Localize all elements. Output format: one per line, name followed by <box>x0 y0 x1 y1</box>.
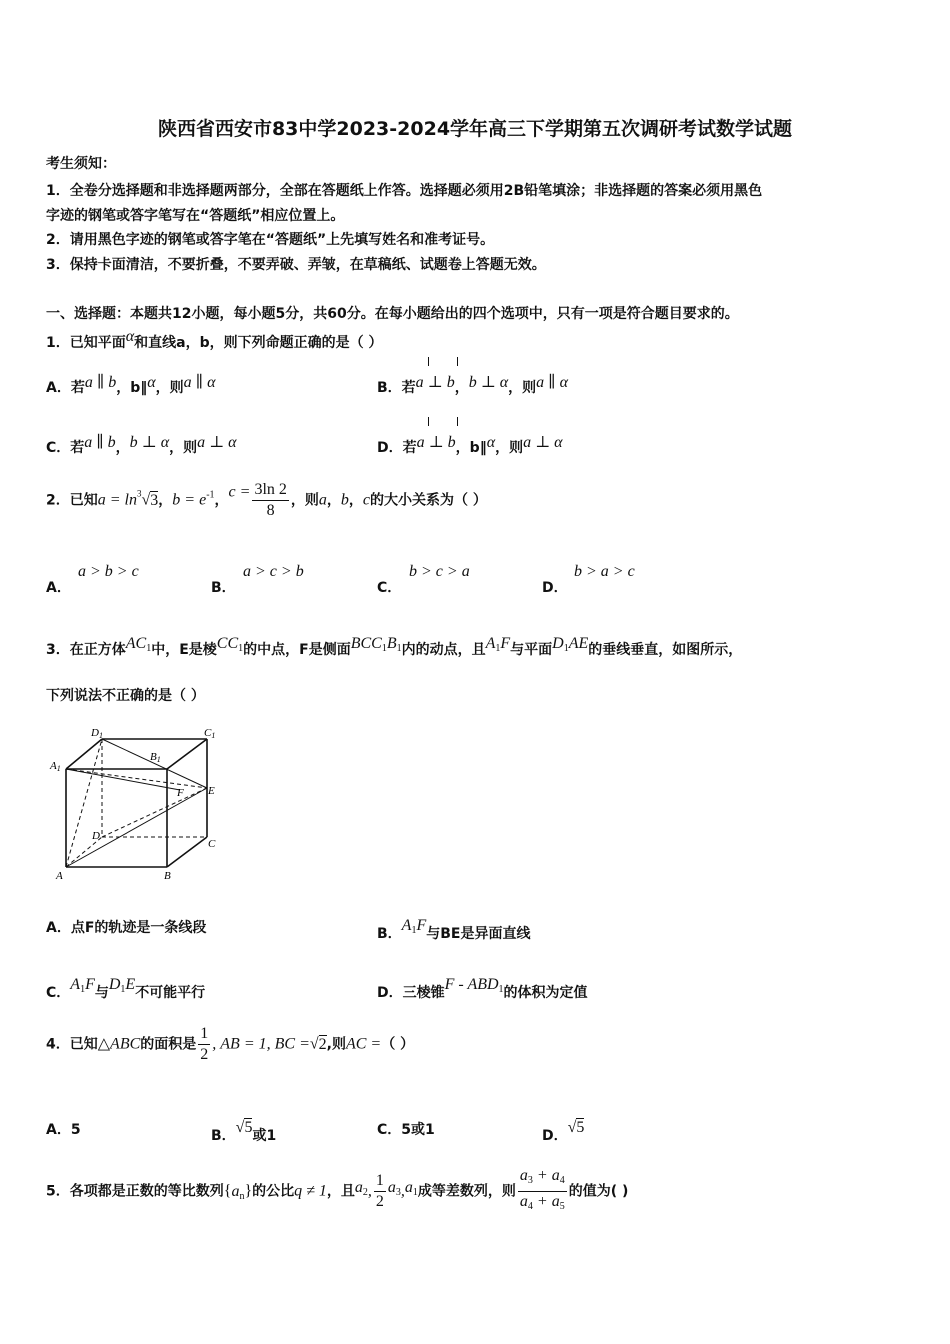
label-d1: D1 <box>91 727 103 740</box>
q1-option-a: A．若a ∥ b，b‖α，则a ∥ α <box>46 374 216 396</box>
label-f: F <box>177 787 184 799</box>
vector-mark <box>457 357 458 366</box>
hidden-segment-a-d1 <box>66 739 102 867</box>
q2-option-d-expr: b > a > c <box>574 563 635 580</box>
q3-stem: 3．在正方体$AC_1$中，E是棱$CC_1$的中点，F是侧面$BCC_1B_1$内的动点，且$A_1F$与平面$D_1AE$的垂线垂直，如图所示， <box>46 635 743 658</box>
q3-option-b: B．$A_1F$与BE是异面直线 <box>377 917 531 942</box>
q2-option-c-expr: b > c > a <box>409 563 470 580</box>
segment-d1-e <box>102 739 207 788</box>
notice-item-3: 3．保持卡面清洁，不要折叠，不要弄破、弄皱，在草稿纸、试题卷上答题无效。 <box>46 257 546 273</box>
notice-heading: 考生须知： <box>46 156 116 172</box>
q2-option-c: C． <box>377 580 402 596</box>
q1-option-c: C．若a ∥ b，b ⊥ α，则a ⊥ α <box>46 434 237 456</box>
q3-stem-cont: 下列说法不正确的是（ ） <box>46 688 205 704</box>
q4-option-d: D．√5 <box>542 1119 585 1144</box>
segment-a-e <box>66 788 207 867</box>
label-b: B <box>164 870 171 882</box>
q2-option-d: D． <box>542 580 568 596</box>
label-d: D <box>92 830 100 842</box>
label-b1: B1 <box>150 751 161 764</box>
hidden-segment-d-e <box>102 788 207 837</box>
vector-mark <box>428 417 429 426</box>
q3-option-d: D．三棱锥F - $ABD_1$的体积为定值 <box>377 976 588 1001</box>
label-e: E <box>208 785 215 797</box>
q4-option-c: C．5或1 <box>377 1122 435 1138</box>
q2-option-a-expr: a > b > c <box>78 563 139 580</box>
q4-option-b: B．√5或1 <box>211 1119 277 1144</box>
segment-a1-f <box>66 769 180 790</box>
vector-mark <box>428 357 429 366</box>
q3-option-a: A．点F的轨迹是一条线段 <box>46 920 207 936</box>
notice-item-1-cont: 字迹的钢笔或答字笔写在“答题纸”相应位置上。 <box>46 208 345 224</box>
label-c: C <box>208 838 216 850</box>
q5-stem: 5．各项都是正数的等比数列$\{a_n\}$的公比q ≠ 1，且$a_2$, $\frac{1}{2}$ $a_3,a_1$成等差数列，则 $\frac{a_3 + a_4}{a_4 + a_5}$ 的值为( ) <box>46 1167 629 1212</box>
edge-a1-d1 <box>66 739 102 769</box>
q2-stem: 2．已知$a = \ln^3√3$，$b = e^{-1}$，c = $\frac{3\ln 2}{8}$ ，则a，b，c的大小关系为（ ） <box>46 481 487 519</box>
q2-option-a: A． <box>46 580 71 596</box>
q1-option-d: D．若a ⊥ b，b‖α，则a ⊥ α <box>377 434 563 456</box>
label-a1: A1 <box>50 760 61 773</box>
q3-option-c: C．$A_1F$与$D_1E$不可能平行 <box>46 976 206 1001</box>
edge-b-c <box>167 837 207 867</box>
q4-stem: 4．已知△ABC的面积是 $\frac{1}{2}$ , AB = 1, BC =√2,则AC =（ ） <box>46 1025 415 1063</box>
notice-item-2: 2．请用黑色字迹的钢笔或答字笔在“答题纸”上先填写姓名和准考证号。 <box>46 232 495 248</box>
q1-stem: 1．已知平面α和直线a，b，则下列命题正确的是（ ） <box>46 328 383 351</box>
label-a: A <box>56 870 63 882</box>
notice-item-1: 1．全卷分选择题和非选择题两部分，全部在答题纸上作答。选择题必须用2B铅笔填涂；非选择题的答案必须用黑色 <box>46 183 763 199</box>
section-heading: 一、选择题：本题共12小题，每小题5分，共60分。在每小题给出的四个选项中，只有一项是符合题目要求的。 <box>46 306 739 322</box>
cube-figure <box>46 722 226 882</box>
q2-option-b: B． <box>211 580 236 596</box>
q2-option-b-expr: a > c > b <box>243 563 304 580</box>
page-title: 陕西省西安市83中学2023-2024学年高三下学期第五次调研考试数学试题 <box>157 118 793 140</box>
vector-mark <box>457 417 458 426</box>
edge-b1-c1 <box>167 739 207 769</box>
label-c1: C1 <box>204 727 216 740</box>
q4-option-a: A．5 <box>46 1122 81 1138</box>
q1-option-b: B．若a ⊥ b，b ⊥ α，则a ∥ α <box>377 374 568 396</box>
